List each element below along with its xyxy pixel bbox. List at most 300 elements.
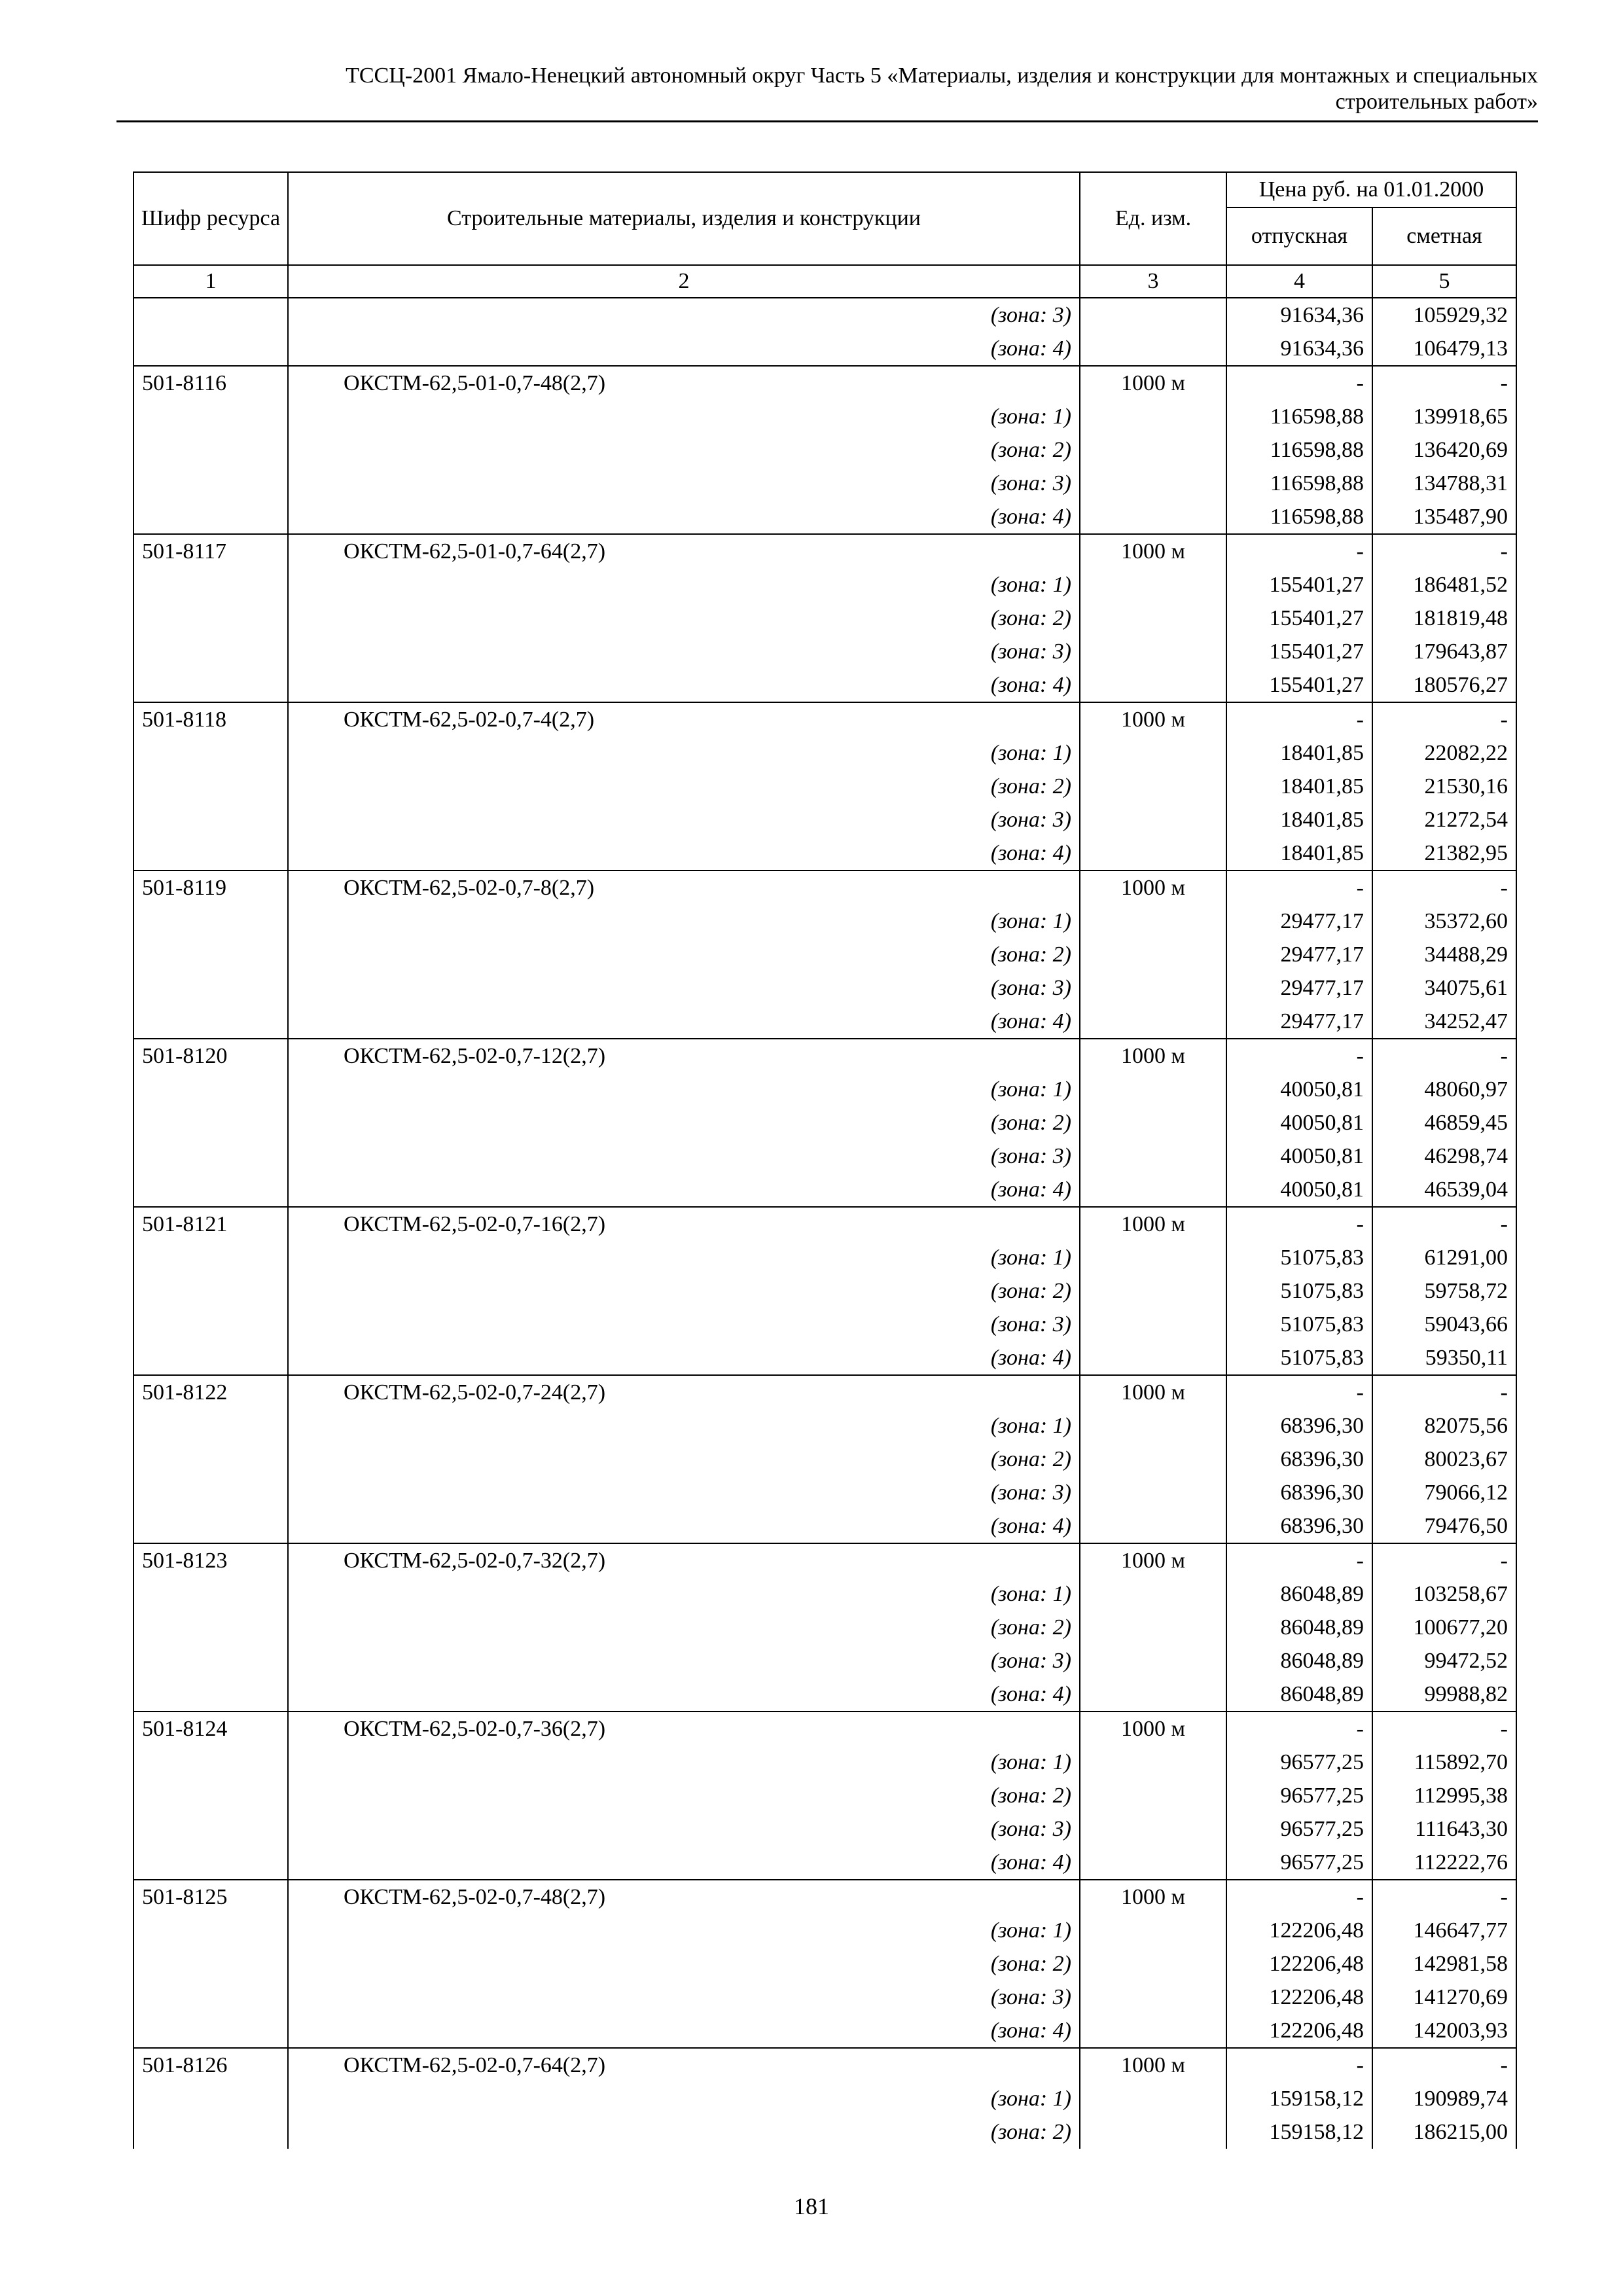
zone-code-cell	[134, 1139, 288, 1173]
zone-release-price: 51075,83	[1226, 1308, 1372, 1341]
zone-release-price: 155401,27	[1226, 668, 1372, 702]
estimate-price: -	[1372, 1039, 1516, 1073]
zone-code-cell	[134, 1005, 288, 1039]
zone-estimate-price: 112995,38	[1372, 1779, 1516, 1812]
release-price: -	[1226, 870, 1372, 905]
zone-label: (зона: 3)	[288, 1308, 1080, 1341]
zone-row	[134, 400, 1516, 433]
zone-estimate-price: 180576,27	[1372, 668, 1516, 702]
column-header-price-group: Цена руб. на 01.01.2000	[1226, 172, 1516, 207]
zone-row	[134, 500, 1516, 534]
estimate-price: -	[1372, 1543, 1516, 1577]
zone-estimate-price: 139918,65	[1372, 400, 1516, 433]
header-line-1: ТССЦ-2001 Ямало-Ненецкий автономный округ Часть 5 «Материалы, изделия и конструкции для монтажных и специальных	[346, 63, 1538, 88]
zone-code-cell	[134, 1476, 288, 1509]
zone-row	[134, 332, 1516, 366]
zone-row	[134, 971, 1516, 1005]
zone-row	[134, 1677, 1516, 1712]
estimate-price: -	[1372, 1712, 1516, 1746]
zone-label: (зона: 1)	[288, 1914, 1080, 1947]
zone-code-cell	[134, 1173, 288, 1207]
resource-row	[134, 1207, 1516, 1241]
zone-unit-cell	[1080, 1509, 1226, 1543]
zone-label: (зона: 3)	[288, 298, 1080, 332]
zone-label: (зона: 2)	[288, 1611, 1080, 1644]
resource-row	[134, 1039, 1516, 1073]
zone-row	[134, 1981, 1516, 2014]
release-price: -	[1226, 366, 1372, 400]
resource-code: 501-8120	[134, 1039, 288, 1073]
zone-label: (зона: 3)	[288, 1644, 1080, 1677]
zone-code-cell	[134, 1073, 288, 1106]
zone-unit-cell	[1080, 1611, 1226, 1644]
column-number-4: 4	[1226, 265, 1372, 298]
zone-row	[134, 1577, 1516, 1611]
zone-estimate-price: 190989,74	[1372, 2082, 1516, 2115]
table-body	[134, 298, 1516, 2149]
zone-estimate-price: 21272,54	[1372, 803, 1516, 836]
column-header-unit: Ед. изм.	[1080, 172, 1226, 265]
zone-release-price: 86048,89	[1226, 1611, 1372, 1644]
zone-row	[134, 770, 1516, 803]
zone-release-price: 159158,12	[1226, 2082, 1372, 2115]
zone-release-price: 116598,88	[1226, 400, 1372, 433]
resource-unit: 1000 м	[1080, 1543, 1226, 1577]
zone-unit-cell	[1080, 836, 1226, 870]
zone-estimate-price: 100677,20	[1372, 1611, 1516, 1644]
column-header-estimate-price: сметная	[1372, 207, 1516, 265]
resource-name: ОКСТМ-62,5-02-0,7-64(2,7)	[288, 2048, 1080, 2082]
zone-release-price: 68396,30	[1226, 1409, 1372, 1443]
zone-code-cell	[134, 736, 288, 770]
zone-row	[134, 938, 1516, 971]
zone-label: (зона: 1)	[288, 1241, 1080, 1274]
zone-unit-cell	[1080, 1274, 1226, 1308]
resource-code: 501-8124	[134, 1712, 288, 1746]
zone-unit-cell	[1080, 332, 1226, 366]
resource-code: 501-8117	[134, 534, 288, 568]
zone-label: (зона: 1)	[288, 736, 1080, 770]
zone-code-cell	[134, 433, 288, 467]
release-price: -	[1226, 702, 1372, 736]
zone-estimate-price: 21530,16	[1372, 770, 1516, 803]
resource-code: 501-8123	[134, 1543, 288, 1577]
zone-code-cell	[134, 1106, 288, 1139]
resource-name: ОКСТМ-62,5-02-0,7-36(2,7)	[288, 1712, 1080, 1746]
zone-label: (зона: 4)	[288, 2014, 1080, 2048]
resource-unit: 1000 м	[1080, 1712, 1226, 1746]
zone-code-cell	[134, 2082, 288, 2115]
zone-code-cell	[134, 770, 288, 803]
zone-row	[134, 1409, 1516, 1443]
zone-estimate-price: 103258,67	[1372, 1577, 1516, 1611]
zone-unit-cell	[1080, 500, 1226, 534]
column-header-code: Шифр ресурса	[134, 172, 288, 265]
zone-label: (зона: 3)	[288, 1476, 1080, 1509]
zone-release-price: 29477,17	[1226, 971, 1372, 1005]
zone-row	[134, 1241, 1516, 1274]
zone-estimate-price: 34075,61	[1372, 971, 1516, 1005]
zone-release-price: 122206,48	[1226, 2014, 1372, 2048]
zone-row	[134, 1779, 1516, 1812]
zone-release-price: 159158,12	[1226, 2115, 1372, 2149]
zone-estimate-price: 135487,90	[1372, 500, 1516, 534]
zone-code-cell	[134, 1241, 288, 1274]
zone-estimate-price: 59758,72	[1372, 1274, 1516, 1308]
zone-label: (зона: 3)	[288, 971, 1080, 1005]
zone-estimate-price: 46539,04	[1372, 1173, 1516, 1207]
release-price: -	[1226, 1375, 1372, 1409]
zone-row	[134, 2115, 1516, 2149]
zone-estimate-price: 59043,66	[1372, 1308, 1516, 1341]
resource-name: ОКСТМ-62,5-02-0,7-16(2,7)	[288, 1207, 1080, 1241]
zone-estimate-price: 142981,58	[1372, 1947, 1516, 1981]
header-divider	[116, 120, 1538, 122]
zone-release-price: 122206,48	[1226, 1981, 1372, 2014]
zone-release-price: 91634,36	[1226, 298, 1372, 332]
zone-release-price: 96577,25	[1226, 1846, 1372, 1880]
zone-release-price: 51075,83	[1226, 1341, 1372, 1375]
zone-label: (зона: 4)	[288, 1341, 1080, 1375]
zone-estimate-price: 79476,50	[1372, 1509, 1516, 1543]
zone-release-price: 40050,81	[1226, 1073, 1372, 1106]
zone-unit-cell	[1080, 1914, 1226, 1947]
resource-row	[134, 702, 1516, 736]
resource-row	[134, 366, 1516, 400]
zone-label: (зона: 2)	[288, 601, 1080, 635]
zone-unit-cell	[1080, 1981, 1226, 2014]
page-number: 181	[794, 2193, 829, 2219]
zone-estimate-price: 106479,13	[1372, 332, 1516, 366]
release-price: -	[1226, 1880, 1372, 1914]
zone-estimate-price: 111643,30	[1372, 1812, 1516, 1846]
column-header-name: Строительные материалы, изделия и конструкции	[288, 172, 1080, 265]
zone-release-price: 116598,88	[1226, 500, 1372, 534]
zone-estimate-price: 48060,97	[1372, 1073, 1516, 1106]
zone-release-price: 18401,85	[1226, 803, 1372, 836]
zone-label: (зона: 2)	[288, 1274, 1080, 1308]
zone-row	[134, 1611, 1516, 1644]
zone-label: (зона: 1)	[288, 905, 1080, 938]
zone-release-price: 68396,30	[1226, 1509, 1372, 1543]
zone-code-cell	[134, 1611, 288, 1644]
zone-estimate-price: 22082,22	[1372, 736, 1516, 770]
zone-row	[134, 2082, 1516, 2115]
zone-release-price: 122206,48	[1226, 1947, 1372, 1981]
zone-label: (зона: 2)	[288, 1443, 1080, 1476]
zone-release-price: 68396,30	[1226, 1443, 1372, 1476]
zone-code-cell	[134, 1812, 288, 1846]
zone-row	[134, 1644, 1516, 1677]
resource-code: 501-8121	[134, 1207, 288, 1241]
zone-label: (зона: 3)	[288, 803, 1080, 836]
estimate-price: -	[1372, 1375, 1516, 1409]
zone-row	[134, 1812, 1516, 1846]
zone-code-cell	[134, 1779, 288, 1812]
resource-row	[134, 1880, 1516, 1914]
zone-code-cell	[134, 2014, 288, 2048]
zone-label: (зона: 3)	[288, 467, 1080, 500]
resource-row	[134, 2048, 1516, 2082]
resource-name: ОКСТМ-62,5-02-0,7-8(2,7)	[288, 870, 1080, 905]
zone-label: (зона: 4)	[288, 1173, 1080, 1207]
zone-label: (зона: 2)	[288, 2115, 1080, 2149]
zone-unit-cell	[1080, 938, 1226, 971]
zone-label: (зона: 1)	[288, 1073, 1080, 1106]
zone-unit-cell	[1080, 467, 1226, 500]
zone-row	[134, 1005, 1516, 1039]
zone-release-price: 91634,36	[1226, 332, 1372, 366]
zone-row	[134, 433, 1516, 467]
zone-row	[134, 905, 1516, 938]
zone-estimate-price: 34252,47	[1372, 1005, 1516, 1039]
zone-estimate-price: 112222,76	[1372, 1846, 1516, 1880]
resource-unit: 1000 м	[1080, 2048, 1226, 2082]
zone-code-cell	[134, 1746, 288, 1779]
zone-unit-cell	[1080, 1308, 1226, 1341]
estimate-price: -	[1372, 1880, 1516, 1914]
price-table	[133, 171, 1517, 2149]
zone-code-cell	[134, 1947, 288, 1981]
zone-release-price: 86048,89	[1226, 1577, 1372, 1611]
zone-unit-cell	[1080, 1173, 1226, 1207]
zone-code-cell	[134, 1443, 288, 1476]
estimate-price: -	[1372, 870, 1516, 905]
zone-code-cell	[134, 1308, 288, 1341]
zone-unit-cell	[1080, 1241, 1226, 1274]
zone-code-cell	[134, 1677, 288, 1712]
zone-code-cell	[134, 601, 288, 635]
zone-unit-cell	[1080, 668, 1226, 702]
estimate-price: -	[1372, 702, 1516, 736]
zone-row	[134, 2014, 1516, 2048]
zone-unit-cell	[1080, 2082, 1226, 2115]
release-price: -	[1226, 1543, 1372, 1577]
zone-estimate-price: 82075,56	[1372, 1409, 1516, 1443]
zone-estimate-price: 136420,69	[1372, 433, 1516, 467]
estimate-price: -	[1372, 366, 1516, 400]
zone-row	[134, 1846, 1516, 1880]
zone-row	[134, 298, 1516, 332]
zone-estimate-price: 61291,00	[1372, 1241, 1516, 1274]
estimate-price: -	[1372, 534, 1516, 568]
zone-row	[134, 467, 1516, 500]
zone-unit-cell	[1080, 298, 1226, 332]
zone-label: (зона: 4)	[288, 1846, 1080, 1880]
column-number-1: 1	[134, 265, 288, 298]
zone-release-price: 29477,17	[1226, 938, 1372, 971]
zone-label: (зона: 2)	[288, 770, 1080, 803]
zone-row	[134, 1443, 1516, 1476]
zone-release-price: 40050,81	[1226, 1173, 1372, 1207]
zone-code-cell	[134, 1274, 288, 1308]
zone-unit-cell	[1080, 1947, 1226, 1981]
resource-name: ОКСТМ-62,5-01-0,7-64(2,7)	[288, 534, 1080, 568]
zone-code-cell	[134, 836, 288, 870]
page-header	[116, 63, 1538, 115]
resource-unit: 1000 м	[1080, 1207, 1226, 1241]
resource-row	[134, 1375, 1516, 1409]
zone-estimate-price: 79066,12	[1372, 1476, 1516, 1509]
resource-unit: 1000 м	[1080, 1039, 1226, 1073]
zone-estimate-price: 186215,00	[1372, 2115, 1516, 2149]
zone-unit-cell	[1080, 1476, 1226, 1509]
zone-release-price: 68396,30	[1226, 1476, 1372, 1509]
resource-code: 501-8118	[134, 702, 288, 736]
resource-code: 501-8125	[134, 1880, 288, 1914]
zone-unit-cell	[1080, 1139, 1226, 1173]
zone-estimate-price: 80023,67	[1372, 1443, 1516, 1476]
zone-row	[134, 1341, 1516, 1375]
zone-label: (зона: 2)	[288, 1947, 1080, 1981]
zone-release-price: 155401,27	[1226, 601, 1372, 635]
release-price: -	[1226, 1207, 1372, 1241]
zone-estimate-price: 46298,74	[1372, 1139, 1516, 1173]
zone-label: (зона: 1)	[288, 400, 1080, 433]
zone-unit-cell	[1080, 1409, 1226, 1443]
zone-code-cell	[134, 1341, 288, 1375]
zone-release-price: 40050,81	[1226, 1139, 1372, 1173]
zone-estimate-price: 181819,48	[1372, 601, 1516, 635]
estimate-price: -	[1372, 1207, 1516, 1241]
zone-unit-cell	[1080, 736, 1226, 770]
zone-label: (зона: 1)	[288, 568, 1080, 601]
zone-row	[134, 601, 1516, 635]
zone-estimate-price: 21382,95	[1372, 836, 1516, 870]
zone-estimate-price: 186481,52	[1372, 568, 1516, 601]
zone-release-price: 86048,89	[1226, 1644, 1372, 1677]
zone-unit-cell	[1080, 1341, 1226, 1375]
zone-code-cell	[134, 635, 288, 668]
zone-release-price: 51075,83	[1226, 1274, 1372, 1308]
zone-code-cell	[134, 1509, 288, 1543]
zone-code-cell	[134, 500, 288, 534]
zone-release-price: 96577,25	[1226, 1812, 1372, 1846]
zone-code-cell	[134, 568, 288, 601]
zone-estimate-price: 46859,45	[1372, 1106, 1516, 1139]
resource-name: ОКСТМ-62,5-02-0,7-48(2,7)	[288, 1880, 1080, 1914]
zone-row	[134, 668, 1516, 702]
resource-unit: 1000 м	[1080, 1375, 1226, 1409]
zone-unit-cell	[1080, 1846, 1226, 1880]
zone-estimate-price: 134788,31	[1372, 467, 1516, 500]
column-header-release-price: отпускная	[1226, 207, 1372, 265]
zone-estimate-price: 99472,52	[1372, 1644, 1516, 1677]
zone-unit-cell	[1080, 1644, 1226, 1677]
zone-release-price: 29477,17	[1226, 1005, 1372, 1039]
zone-label: (зона: 1)	[288, 1577, 1080, 1611]
column-number-3: 3	[1080, 265, 1226, 298]
zone-code-cell	[134, 1914, 288, 1947]
zone-estimate-price: 34488,29	[1372, 938, 1516, 971]
zone-estimate-price: 142003,93	[1372, 2014, 1516, 2048]
zone-label: (зона: 4)	[288, 836, 1080, 870]
zone-unit-cell	[1080, 1812, 1226, 1846]
zone-code-cell	[134, 400, 288, 433]
zone-code-cell	[134, 905, 288, 938]
zone-row	[134, 568, 1516, 601]
zone-label: (зона: 2)	[288, 1106, 1080, 1139]
zone-unit-cell	[1080, 1677, 1226, 1712]
zone-label: (зона: 4)	[288, 668, 1080, 702]
resource-unit: 1000 м	[1080, 870, 1226, 905]
zone-row	[134, 1914, 1516, 1947]
release-price: -	[1226, 2048, 1372, 2082]
zone-row	[134, 1476, 1516, 1509]
resource-unit: 1000 м	[1080, 702, 1226, 736]
zone-unit-cell	[1080, 601, 1226, 635]
zone-code-cell	[134, 1644, 288, 1677]
release-price: -	[1226, 1039, 1372, 1073]
zone-code-cell	[134, 1981, 288, 2014]
zone-code-cell	[134, 2115, 288, 2149]
zone-estimate-price: 99988,82	[1372, 1677, 1516, 1712]
resource-unit: 1000 м	[1080, 534, 1226, 568]
zone-estimate-price: 35372,60	[1372, 905, 1516, 938]
release-price: -	[1226, 1712, 1372, 1746]
zone-release-price: 96577,25	[1226, 1746, 1372, 1779]
zone-row	[134, 1173, 1516, 1207]
zone-unit-cell	[1080, 1779, 1226, 1812]
zone-unit-cell	[1080, 905, 1226, 938]
zone-label: (зона: 1)	[288, 2082, 1080, 2115]
zone-unit-cell	[1080, 2115, 1226, 2149]
zone-code-cell	[134, 1846, 288, 1880]
zone-row	[134, 1947, 1516, 1981]
zone-label: (зона: 4)	[288, 332, 1080, 366]
zone-row	[134, 1106, 1516, 1139]
zone-release-price: 122206,48	[1226, 1914, 1372, 1947]
resource-name: ОКСТМ-62,5-02-0,7-24(2,7)	[288, 1375, 1080, 1409]
zone-row	[134, 1139, 1516, 1173]
zone-release-price: 29477,17	[1226, 905, 1372, 938]
zone-label: (зона: 4)	[288, 500, 1080, 534]
resource-name: ОКСТМ-62,5-01-0,7-48(2,7)	[288, 366, 1080, 400]
release-price: -	[1226, 534, 1372, 568]
resource-unit: 1000 м	[1080, 366, 1226, 400]
zone-unit-cell	[1080, 568, 1226, 601]
zone-unit-cell	[1080, 433, 1226, 467]
estimate-price: -	[1372, 2048, 1516, 2082]
zone-unit-cell	[1080, 1005, 1226, 1039]
resource-row	[134, 1543, 1516, 1577]
zone-release-price: 155401,27	[1226, 568, 1372, 601]
zone-row	[134, 1746, 1516, 1779]
zone-label: (зона: 4)	[288, 1677, 1080, 1712]
zone-row	[134, 635, 1516, 668]
zone-unit-cell	[1080, 635, 1226, 668]
zone-label: (зона: 1)	[288, 1746, 1080, 1779]
zone-label: (зона: 3)	[288, 1139, 1080, 1173]
zone-code-cell	[134, 668, 288, 702]
zone-row	[134, 1274, 1516, 1308]
zone-row	[134, 1509, 1516, 1543]
resource-name: ОКСТМ-62,5-02-0,7-4(2,7)	[288, 702, 1080, 736]
zone-code-cell	[134, 938, 288, 971]
zone-label: (зона: 4)	[288, 1005, 1080, 1039]
zone-release-price: 51075,83	[1226, 1241, 1372, 1274]
zone-code-cell	[134, 332, 288, 366]
resource-name: ОКСТМ-62,5-02-0,7-32(2,7)	[288, 1543, 1080, 1577]
resource-code: 501-8119	[134, 870, 288, 905]
zone-label: (зона: 2)	[288, 938, 1080, 971]
zone-estimate-price: 179643,87	[1372, 635, 1516, 668]
zone-row	[134, 836, 1516, 870]
resource-row	[134, 1712, 1516, 1746]
zone-row	[134, 1308, 1516, 1341]
zone-estimate-price: 141270,69	[1372, 1981, 1516, 2014]
zone-code-cell	[134, 467, 288, 500]
